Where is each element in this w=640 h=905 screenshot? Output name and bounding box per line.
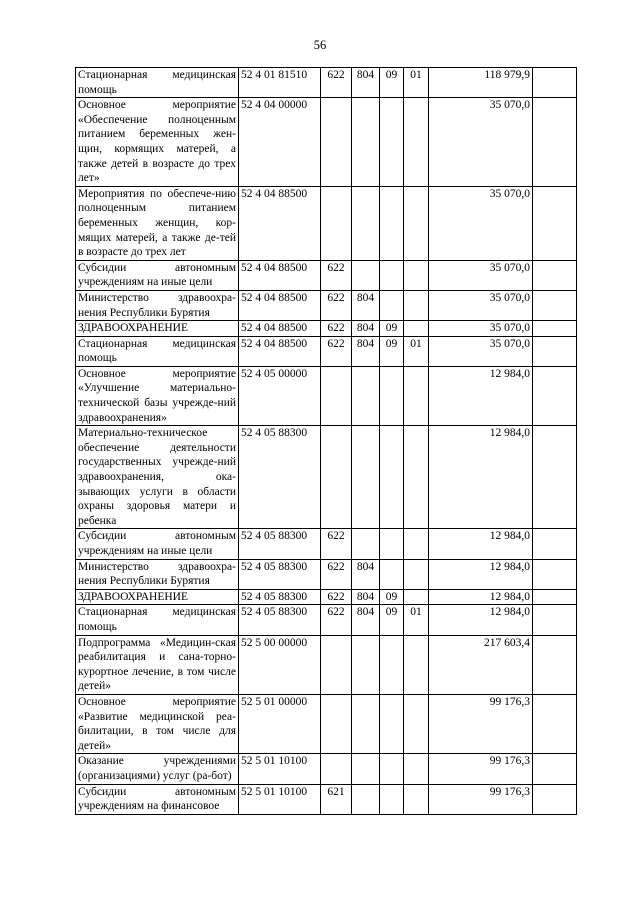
row-amount-cell: 118 979,9 (429, 68, 533, 98)
row-department-code-cell (352, 366, 380, 425)
row-subsection-cell (404, 426, 429, 529)
row-extra-cell (533, 754, 577, 784)
row-section-cell (380, 366, 404, 425)
row-section-cell (380, 290, 404, 320)
row-target-code-cell: 52 5 01 10100 (239, 784, 321, 814)
budget-table-body (76, 68, 577, 815)
table-row (76, 605, 577, 635)
row-subsection-cell (404, 260, 429, 290)
row-department-code-cell (352, 754, 380, 784)
row-extra-cell (533, 98, 577, 187)
row-name-cell: Материально-техническое обеспечение деятельности государственных учрежде-ний здравоохранения, ока-зывающих услуги в области охраны здоровья матери и ребенка (76, 426, 239, 529)
row-expense-type-cell: 622 (321, 589, 352, 605)
row-expense-type-cell (321, 186, 352, 260)
row-expense-type-cell: 622 (321, 529, 352, 559)
row-name-cell: Министерство здравоохра-нения Республики Бурятия (76, 559, 239, 589)
row-department-code-cell (352, 529, 380, 559)
row-extra-cell (533, 635, 577, 694)
row-amount-cell: 217 603,4 (429, 635, 533, 694)
row-name-cell: Стационарная медицинская помощь (76, 68, 239, 98)
row-name-cell: Субсидии автономным учреждениям на финансовое (76, 784, 239, 814)
row-extra-cell (533, 186, 577, 260)
row-department-code-cell: 804 (352, 336, 380, 366)
table-row (76, 529, 577, 559)
row-target-code-cell: 52 4 04 88500 (239, 186, 321, 260)
row-expense-type-cell: 622 (321, 605, 352, 635)
row-amount-cell: 99 176,3 (429, 784, 533, 814)
row-name-cell: Подпрограмма «Медицин-ская реабилитация и сана-торно-курортное лечение, в том числе детей» (76, 635, 239, 694)
row-expense-type-cell: 622 (321, 290, 352, 320)
row-target-code-cell: 52 4 05 88300 (239, 559, 321, 589)
row-section-cell (380, 559, 404, 589)
row-target-code-cell: 52 4 04 00000 (239, 98, 321, 187)
row-name-cell: Стационарная медицинская помощь (76, 605, 239, 635)
table-row (76, 98, 577, 187)
row-expense-type-cell: 622 (321, 260, 352, 290)
table-row (76, 589, 577, 605)
row-amount-cell: 99 176,3 (429, 754, 533, 784)
row-department-code-cell: 804 (352, 290, 380, 320)
row-extra-cell (533, 426, 577, 529)
row-amount-cell: 35 070,0 (429, 98, 533, 187)
row-subsection-cell (404, 754, 429, 784)
row-subsection-cell (404, 559, 429, 589)
row-subsection-cell (404, 529, 429, 559)
row-name-cell: Субсидии автономным учреждениям на иные цели (76, 529, 239, 559)
row-section-cell (380, 635, 404, 694)
row-extra-cell (533, 68, 577, 98)
row-amount-cell: 35 070,0 (429, 260, 533, 290)
row-subsection-cell (404, 635, 429, 694)
row-expense-type-cell (321, 754, 352, 784)
table-row (76, 290, 577, 320)
row-section-cell: 09 (380, 68, 404, 98)
row-target-code-cell: 52 4 04 88500 (239, 321, 321, 337)
row-section-cell: 09 (380, 605, 404, 635)
row-extra-cell (533, 260, 577, 290)
row-amount-cell: 12 984,0 (429, 605, 533, 635)
row-amount-cell: 35 070,0 (429, 321, 533, 337)
row-expense-type-cell (321, 98, 352, 187)
row-subsection-cell (404, 98, 429, 187)
table-row (76, 68, 577, 98)
row-target-code-cell: 52 4 04 88500 (239, 336, 321, 366)
table-row (76, 260, 577, 290)
row-section-cell: 09 (380, 321, 404, 337)
row-expense-type-cell: 622 (321, 336, 352, 366)
row-extra-cell (533, 589, 577, 605)
row-name-cell: Оказание учреждениями (организациями) услуг (ра-бот) (76, 754, 239, 784)
row-extra-cell (533, 605, 577, 635)
row-amount-cell: 35 070,0 (429, 290, 533, 320)
row-section-cell (380, 754, 404, 784)
table-row (76, 559, 577, 589)
page-number: 56 (313, 38, 327, 52)
row-extra-cell (533, 321, 577, 337)
row-expense-type-cell: 621 (321, 784, 352, 814)
row-department-code-cell: 804 (352, 559, 380, 589)
row-extra-cell (533, 366, 577, 425)
row-target-code-cell: 52 4 05 88300 (239, 589, 321, 605)
row-department-code-cell (352, 635, 380, 694)
row-section-cell: 09 (380, 336, 404, 366)
row-subsection-cell (404, 694, 429, 753)
row-amount-cell: 99 176,3 (429, 694, 533, 753)
row-extra-cell (533, 336, 577, 366)
row-target-code-cell: 52 4 05 88300 (239, 426, 321, 529)
row-section-cell (380, 260, 404, 290)
row-section-cell (380, 784, 404, 814)
row-extra-cell (533, 559, 577, 589)
row-expense-type-cell: 622 (321, 559, 352, 589)
row-extra-cell (533, 290, 577, 320)
table-row (76, 784, 577, 814)
table-row (76, 186, 577, 260)
row-expense-type-cell (321, 635, 352, 694)
row-expense-type-cell (321, 366, 352, 425)
row-name-cell: Основное мероприятие «Развитие медицинской реа-билитации, в том числе для детей» (76, 694, 239, 753)
row-target-code-cell: 52 4 04 88500 (239, 290, 321, 320)
row-target-code-cell: 52 4 05 88300 (239, 529, 321, 559)
row-section-cell (380, 529, 404, 559)
row-section-cell (380, 426, 404, 529)
row-target-code-cell: 52 4 01 81510 (239, 68, 321, 98)
row-subsection-cell (404, 784, 429, 814)
row-section-cell (380, 694, 404, 753)
table-row (76, 321, 577, 337)
table-row (76, 754, 577, 784)
row-expense-type-cell: 622 (321, 321, 352, 337)
row-target-code-cell: 52 4 05 00000 (239, 366, 321, 425)
table-row (76, 336, 577, 366)
row-expense-type-cell (321, 694, 352, 753)
row-target-code-cell: 52 5 01 10100 (239, 754, 321, 784)
row-department-code-cell (352, 186, 380, 260)
row-department-code-cell (352, 694, 380, 753)
row-department-code-cell: 804 (352, 605, 380, 635)
row-subsection-cell: 01 (404, 68, 429, 98)
row-department-code-cell (352, 784, 380, 814)
row-department-code-cell (352, 426, 380, 529)
row-amount-cell: 12 984,0 (429, 529, 533, 559)
row-expense-type-cell (321, 426, 352, 529)
row-extra-cell (533, 529, 577, 559)
row-subsection-cell (404, 589, 429, 605)
row-extra-cell (533, 694, 577, 753)
row-section-cell: 09 (380, 589, 404, 605)
row-section-cell (380, 98, 404, 187)
row-department-code-cell (352, 98, 380, 187)
row-amount-cell: 12 984,0 (429, 426, 533, 529)
row-amount-cell: 35 070,0 (429, 186, 533, 260)
row-department-code-cell: 804 (352, 321, 380, 337)
row-department-code-cell: 804 (352, 589, 380, 605)
row-amount-cell: 12 984,0 (429, 559, 533, 589)
row-name-cell: Стационарная медицинская помощь (76, 336, 239, 366)
row-subsection-cell (404, 366, 429, 425)
table-row (76, 635, 577, 694)
row-department-code-cell (352, 260, 380, 290)
row-name-cell: Основное мероприятие «Улучшение материально-технической базы учрежде-ний здравоохранения» (76, 366, 239, 425)
row-section-cell (380, 186, 404, 260)
row-name-cell: Министерство здравоохра-нения Республики Бурятия (76, 290, 239, 320)
table-row (76, 426, 577, 529)
row-target-code-cell: 52 5 00 00000 (239, 635, 321, 694)
row-subsection-cell (404, 321, 429, 337)
row-amount-cell: 35 070,0 (429, 336, 533, 366)
row-name-cell: Основное мероприятие «Обеспечение полноценным питанием беременных жен-щин, кормящих матерей, а также детей в возрасте до трех лет» (76, 98, 239, 187)
row-target-code-cell: 52 4 05 88300 (239, 605, 321, 635)
row-department-code-cell: 804 (352, 68, 380, 98)
row-subsection-cell: 01 (404, 336, 429, 366)
row-name-cell: Субсидии автономным учреждениям на иные цели (76, 260, 239, 290)
row-subsection-cell (404, 290, 429, 320)
row-target-code-cell: 52 4 04 88500 (239, 260, 321, 290)
row-target-code-cell: 52 5 01 00000 (239, 694, 321, 753)
row-name-cell: ЗДРАВООХРАНЕНИЕ (76, 589, 239, 605)
row-subsection-cell: 01 (404, 605, 429, 635)
row-amount-cell: 12 984,0 (429, 589, 533, 605)
row-expense-type-cell: 622 (321, 68, 352, 98)
budget-table (75, 67, 577, 815)
row-amount-cell: 12 984,0 (429, 366, 533, 425)
row-name-cell: Мероприятия по обеспече-нию полноценным питанием беременных женщин, кор-мящих матерей, а также де-тей в возрасте до трех лет (76, 186, 239, 260)
table-row (76, 366, 577, 425)
row-extra-cell (533, 784, 577, 814)
table-row (76, 694, 577, 753)
row-subsection-cell (404, 186, 429, 260)
row-name-cell: ЗДРАВООХРАНЕНИЕ (76, 321, 239, 337)
